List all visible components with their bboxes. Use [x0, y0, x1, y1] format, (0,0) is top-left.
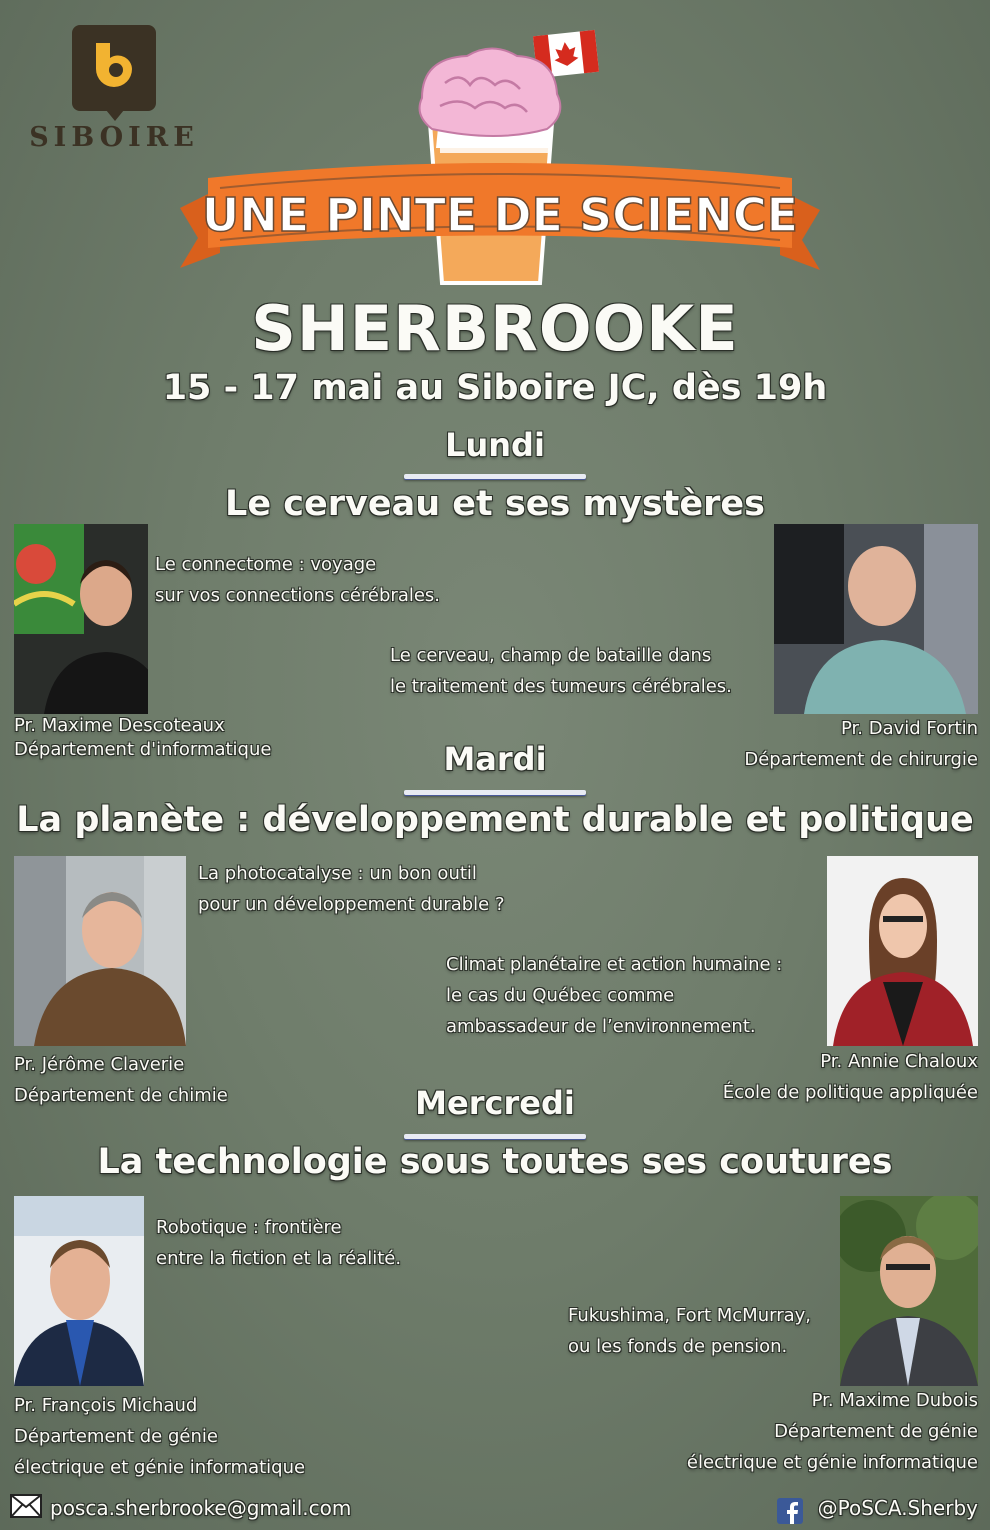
- photo-maxime-dubois: [840, 1196, 978, 1386]
- facebook-handle-link[interactable]: @PoSCA.Sherby: [817, 1496, 978, 1520]
- talk-line: ou les fonds de pension.: [568, 1336, 788, 1357]
- day-underline: [404, 474, 586, 479]
- theme-mardi: La planète : développement durable et politique: [16, 800, 974, 840]
- speaker-department: Département de génie: [14, 1426, 218, 1447]
- event-city: SHERBROOKE: [251, 292, 739, 365]
- talk-right-mercredi: [568, 1300, 811, 1362]
- day-underline: [404, 1134, 586, 1139]
- talk-line: le cas du Québec comme: [446, 985, 675, 1006]
- speaker-left-mercredi: [14, 1390, 305, 1483]
- speaker-name: Pr. François Michaud: [14, 1395, 198, 1416]
- speaker-name: Pr. Jérôme Claverie: [14, 1054, 185, 1075]
- photo-jerome-claverie: [14, 856, 186, 1046]
- speaker-right-mardi: [723, 1046, 978, 1108]
- photo-annie-chaloux: [827, 856, 978, 1046]
- talk-left-mardi: [198, 858, 505, 920]
- speaker-right-lundi: [744, 713, 978, 775]
- talk-line: La photocatalyse : un bon outil: [198, 863, 477, 884]
- day-heading-mercredi: Mercredi: [415, 1084, 575, 1122]
- talk-left-mercredi: [156, 1212, 401, 1274]
- speaker-department: Département de chirurgie: [744, 749, 978, 770]
- talk-line: Robotique : frontière: [156, 1217, 342, 1238]
- speaker-department: électrique et génie informatique: [14, 1457, 306, 1478]
- talk-line: le traitement des tumeurs cérébrales.: [390, 676, 732, 697]
- talk-right-lundi: [390, 640, 732, 702]
- photo-david-fortin: [774, 524, 978, 714]
- facebook-icon: [777, 1498, 803, 1524]
- talk-line: sur vos connections cérébrales.: [155, 585, 441, 606]
- speaker-left-mardi: [14, 1049, 228, 1111]
- contact-email-link[interactable]: posca.sherbrooke@gmail.com: [50, 1496, 352, 1520]
- event-dates: 15 - 17 mai au Siboire JC, dès 19h: [162, 368, 828, 408]
- day-heading-mardi: Mardi: [443, 740, 547, 778]
- talk-line: Le connectome : voyage: [155, 554, 377, 575]
- speaker-department: Département de génie: [774, 1421, 978, 1442]
- talk-left-lundi: [155, 549, 440, 611]
- photo-maxime-descoteaux: [14, 524, 148, 714]
- speaker-department: Département d'informatique: [14, 739, 272, 760]
- theme-mercredi: La technologie sous toutes ses coutures: [97, 1142, 893, 1182]
- talk-line: pour un développement durable ?: [198, 894, 505, 915]
- talk-line: Fukushima, Fort McMurray,: [568, 1305, 812, 1326]
- speaker-name: Pr. Maxime Descoteaux: [14, 715, 225, 736]
- siboire-brand-text: SIBOIRE: [29, 122, 199, 153]
- talk-line: Le cerveau, champ de bataille dans: [390, 645, 712, 666]
- photo-francois-michaud: [14, 1196, 144, 1386]
- speaker-name: Pr. Annie Chaloux: [820, 1051, 978, 1072]
- siboire-logo: [72, 25, 156, 111]
- speaker-department: électrique et génie informatique: [686, 1452, 978, 1473]
- speaker-name: Pr. Maxime Dubois: [811, 1390, 978, 1411]
- talk-line: entre la fiction et la réalité.: [156, 1248, 402, 1269]
- day-underline: [404, 790, 586, 795]
- speaker-department: Département de chimie: [14, 1085, 228, 1106]
- speaker-left-lundi: [14, 714, 271, 762]
- pinte-de-science-banner: [160, 28, 840, 290]
- banner-title: UNE PINTE DE SCIENCE: [201, 188, 799, 242]
- siboire-logo-icon: [72, 25, 156, 111]
- speaker-right-mercredi: [687, 1385, 978, 1478]
- speaker-department: École de politique appliquée: [722, 1082, 978, 1103]
- talk-line: ambassadeur de l’environnement.: [446, 1016, 756, 1037]
- theme-lundi: Le cerveau et ses mystères: [225, 484, 765, 524]
- talk-right-mardi: [446, 949, 782, 1042]
- talk-line: Climat planétaire et action humaine :: [446, 954, 783, 975]
- envelope-icon: [10, 1494, 42, 1518]
- speaker-name: Pr. David Fortin: [840, 718, 978, 739]
- day-heading-lundi: Lundi: [445, 426, 545, 464]
